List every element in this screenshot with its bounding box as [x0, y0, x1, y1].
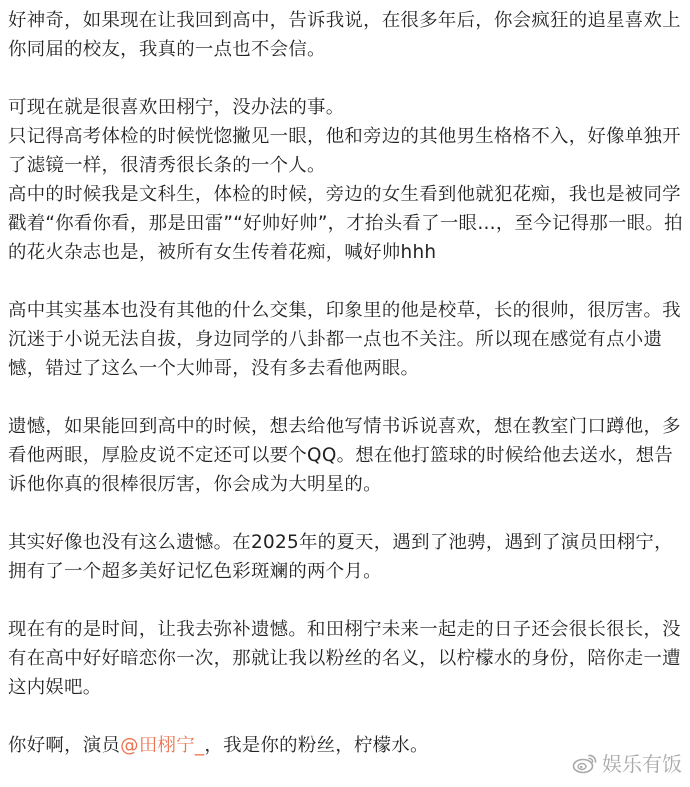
user-mention-link[interactable]: @田栩宁_ — [120, 735, 205, 756]
paragraph-gap — [8, 267, 684, 296]
watermark — [572, 748, 682, 777]
post-paragraph: 高中其实基本也没有其他的什么交集，印象里的他是校草，长的很帅，很厉害。我沉迷于小说无法自拔，身边同学的八卦都一点也不关注。所以现在感觉有点小遗憾，错过了这么一个大帅哥，没有多去看他两眼。 — [8, 300, 681, 379]
closing-text-before: 你好啊，演员 — [8, 735, 121, 756]
post-paragraph: 遗憾，如果能回到高中的时候，想去给他写情书诉说喜欢，想在教室门口蹲他，多看他两眼，厚脸皮说不定还可以要个QQ。想在他打篮球的时候给他去送水，想告诉他你真的很棒很厉害，你会成为大明星的。 — [8, 416, 681, 495]
post-paragraph: 现在有的是时间，让我去弥补遗憾。和田栩宁未来一起走的日子还会很长很长，没有在高中好好暗恋你一次，那就让我以粉丝的名义，以柠檬水的身份，陪你走一遭这内娱吧。 — [8, 619, 681, 698]
paragraph-gap — [8, 586, 684, 615]
post-body — [8, 6, 684, 760]
paragraph-gap — [8, 499, 684, 528]
post-paragraph: 其实好像也没有这么遗憾。在2025年的夏天，遇到了池骋，遇到了演员田栩宁，拥有了一个超多美好记忆色彩斑斓的两个月。 — [8, 532, 673, 582]
post-paragraph: 可现在就是很喜欢田栩宁，没办法的事。 — [8, 97, 345, 118]
post-paragraph: 只记得高考体检的时候恍惚撇见一眼，他和旁边的其他男生格格不入，好像单独开了滤镜一样，很清秀很长条的一个人。 — [8, 126, 681, 176]
weibo-icon — [572, 752, 598, 774]
paragraph-gap — [8, 383, 684, 412]
closing-text-after: ，我是你的粉丝，柠檬水。 — [204, 735, 429, 756]
post-paragraph: 高中的时候我是文科生，体检的时候，旁边的女生看到他就犯花痴，我也是被同学戳着“你看你看，那是田雷”“好帅好帅”，才抬头看了一眼…，至今记得那一眼。拍的花火杂志也是，被所有女生传着花痴，喊好帅hhh — [8, 184, 683, 263]
watermark-text: 娱乐有饭 — [602, 752, 682, 776]
post-paragraph: 好神奇，如果现在让我回到高中，告诉我说，在很多年后，你会疯狂的追星喜欢上你同届的校友，我真的一点也不会信。 — [8, 10, 681, 60]
paragraph-gap — [8, 64, 684, 93]
paragraph-gap — [8, 702, 684, 731]
